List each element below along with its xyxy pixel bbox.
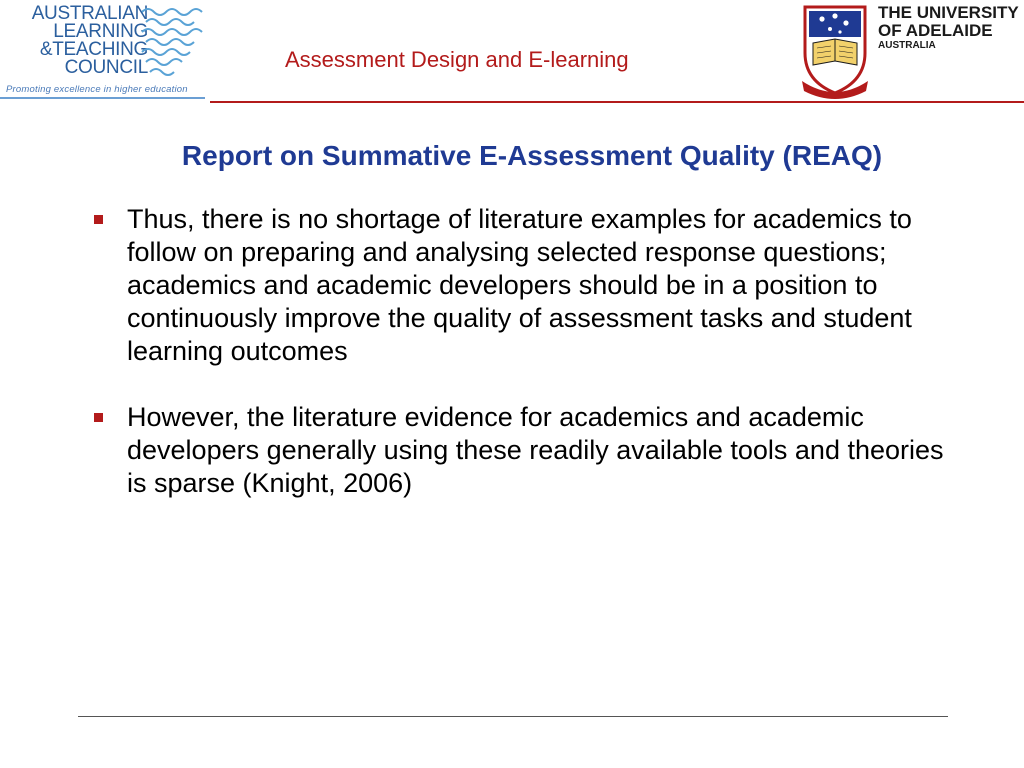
altc-line-4: COUNCIL [64,57,148,78]
altc-underline [0,97,205,99]
bullet-text: Thus, there is no shortage of literature examples for academics to follow on preparing and analysing selected response questions; academics and academic developers should be in a position to continuously improve the quality of assessment tasks and student learning outcomes [127,204,912,366]
slide-title [0,140,1024,172]
bullet-text: However, the literature evidence for academics and academic developers generally using these readily available tools and theories is sparse (Knight, 2006) [127,402,944,498]
altc-line-3: &TEACHING [39,39,148,60]
altc-tagline: Promoting excellence in higher education [6,84,188,95]
university-name [878,4,1019,52]
footer-divider [78,716,948,717]
bullet-square-icon [94,413,103,422]
bullet-item [90,401,950,500]
altc-wordmark [8,5,148,77]
altc-logo [0,0,210,100]
header-title: Assessment Design and E-learning [285,47,629,72]
altc-wave-emblem-icon [140,6,206,78]
university-name-line-1: THE UNIVERSITY [878,3,1019,22]
bullet-item [90,203,950,368]
header-divider [210,101,1024,103]
bullet-list [90,203,950,500]
university-name-line-2: OF ADELAIDE [878,21,993,40]
bullet-square-icon [94,215,103,224]
altc-line-2: LEARNING [53,21,148,42]
university-country: AUSTRALIA [878,40,936,51]
altc-line-1: AUSTRALIAN [31,3,148,24]
university-crest-icon [800,3,870,99]
slide-title-text: Report on Summative E-Assessment Quality (REAQ) [181,140,883,171]
